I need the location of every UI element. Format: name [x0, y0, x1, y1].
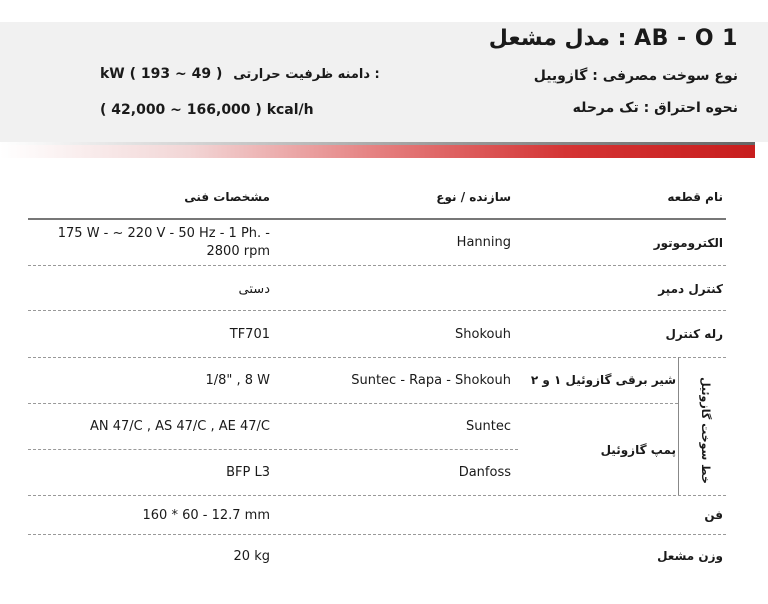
part-cell: فن	[704, 508, 723, 522]
model-title	[489, 26, 738, 51]
header-maker: سازنده / نوع	[436, 190, 511, 204]
row-divider	[28, 449, 518, 450]
maker-cell: Danfoss	[458, 465, 511, 480]
part-cell: الکتروموتور	[653, 236, 723, 250]
part-cell: رله کنترل	[665, 327, 723, 341]
spec-cell: دستی	[238, 282, 270, 297]
part-cell: پمپ گازوئیل	[600, 443, 676, 457]
fuel-line-group-label: خط سوخت گازوئیل	[698, 376, 712, 484]
spec-cell: AN 47/C , AS 47/C , AE 47/C	[89, 419, 270, 434]
spec-line-1: 175 W - ~ 220 V - 50 Hz - 1 Ph. -	[57, 226, 270, 241]
maker-cell: Hanning	[456, 235, 511, 250]
header-part: نام قطعه	[667, 190, 723, 204]
part-cell: شیر برقی گازوئیل ۱ و ۲	[530, 373, 676, 387]
model-label: مدل مشعل :	[488, 26, 627, 51]
combustion-type: نحوه احتراق : تک مرحله	[572, 100, 738, 116]
spec-cell: 1/8" , 8 W	[205, 373, 270, 388]
row-divider	[28, 310, 726, 311]
capacity-label: دامنه ظرفیت حرارتی :	[233, 67, 380, 82]
maker-cell: Suntec	[466, 419, 511, 434]
header-divider	[28, 218, 726, 220]
group-divider	[678, 357, 679, 495]
capacity-kw: kW ( 193 ~ 49 )	[100, 66, 223, 82]
capacity-kw-line	[100, 66, 380, 82]
fuel-type: نوع سوخت مصرفی : گازوییل	[533, 68, 738, 84]
row-divider	[28, 534, 726, 535]
row-divider	[28, 265, 726, 266]
header-spec: مشخصات فنی	[184, 190, 270, 204]
spec-line-2: 2800 rpm	[206, 244, 270, 259]
stripe-shadow	[0, 142, 755, 145]
maker-cell: Suntec - Rapa - Shokouh	[351, 373, 511, 388]
part-cell: کنترل دمپر	[658, 282, 723, 296]
spec-cell: 20 kg	[233, 549, 270, 564]
row-divider	[28, 357, 726, 358]
maker-cell: Shokouh	[455, 327, 511, 342]
capacity-kcal: ( 42,000 ~ 166,000 ) kcal/h	[100, 102, 314, 118]
part-cell: وزن مشعل	[657, 549, 723, 563]
row-divider	[28, 495, 726, 496]
spec-cell: BFP L3	[226, 465, 270, 480]
row-divider	[28, 403, 678, 404]
model-value: AB - O 1	[634, 26, 738, 51]
spec-cell: 160 * 60 - 12.7 mm	[142, 508, 270, 523]
spec-cell: TF701	[229, 327, 270, 342]
